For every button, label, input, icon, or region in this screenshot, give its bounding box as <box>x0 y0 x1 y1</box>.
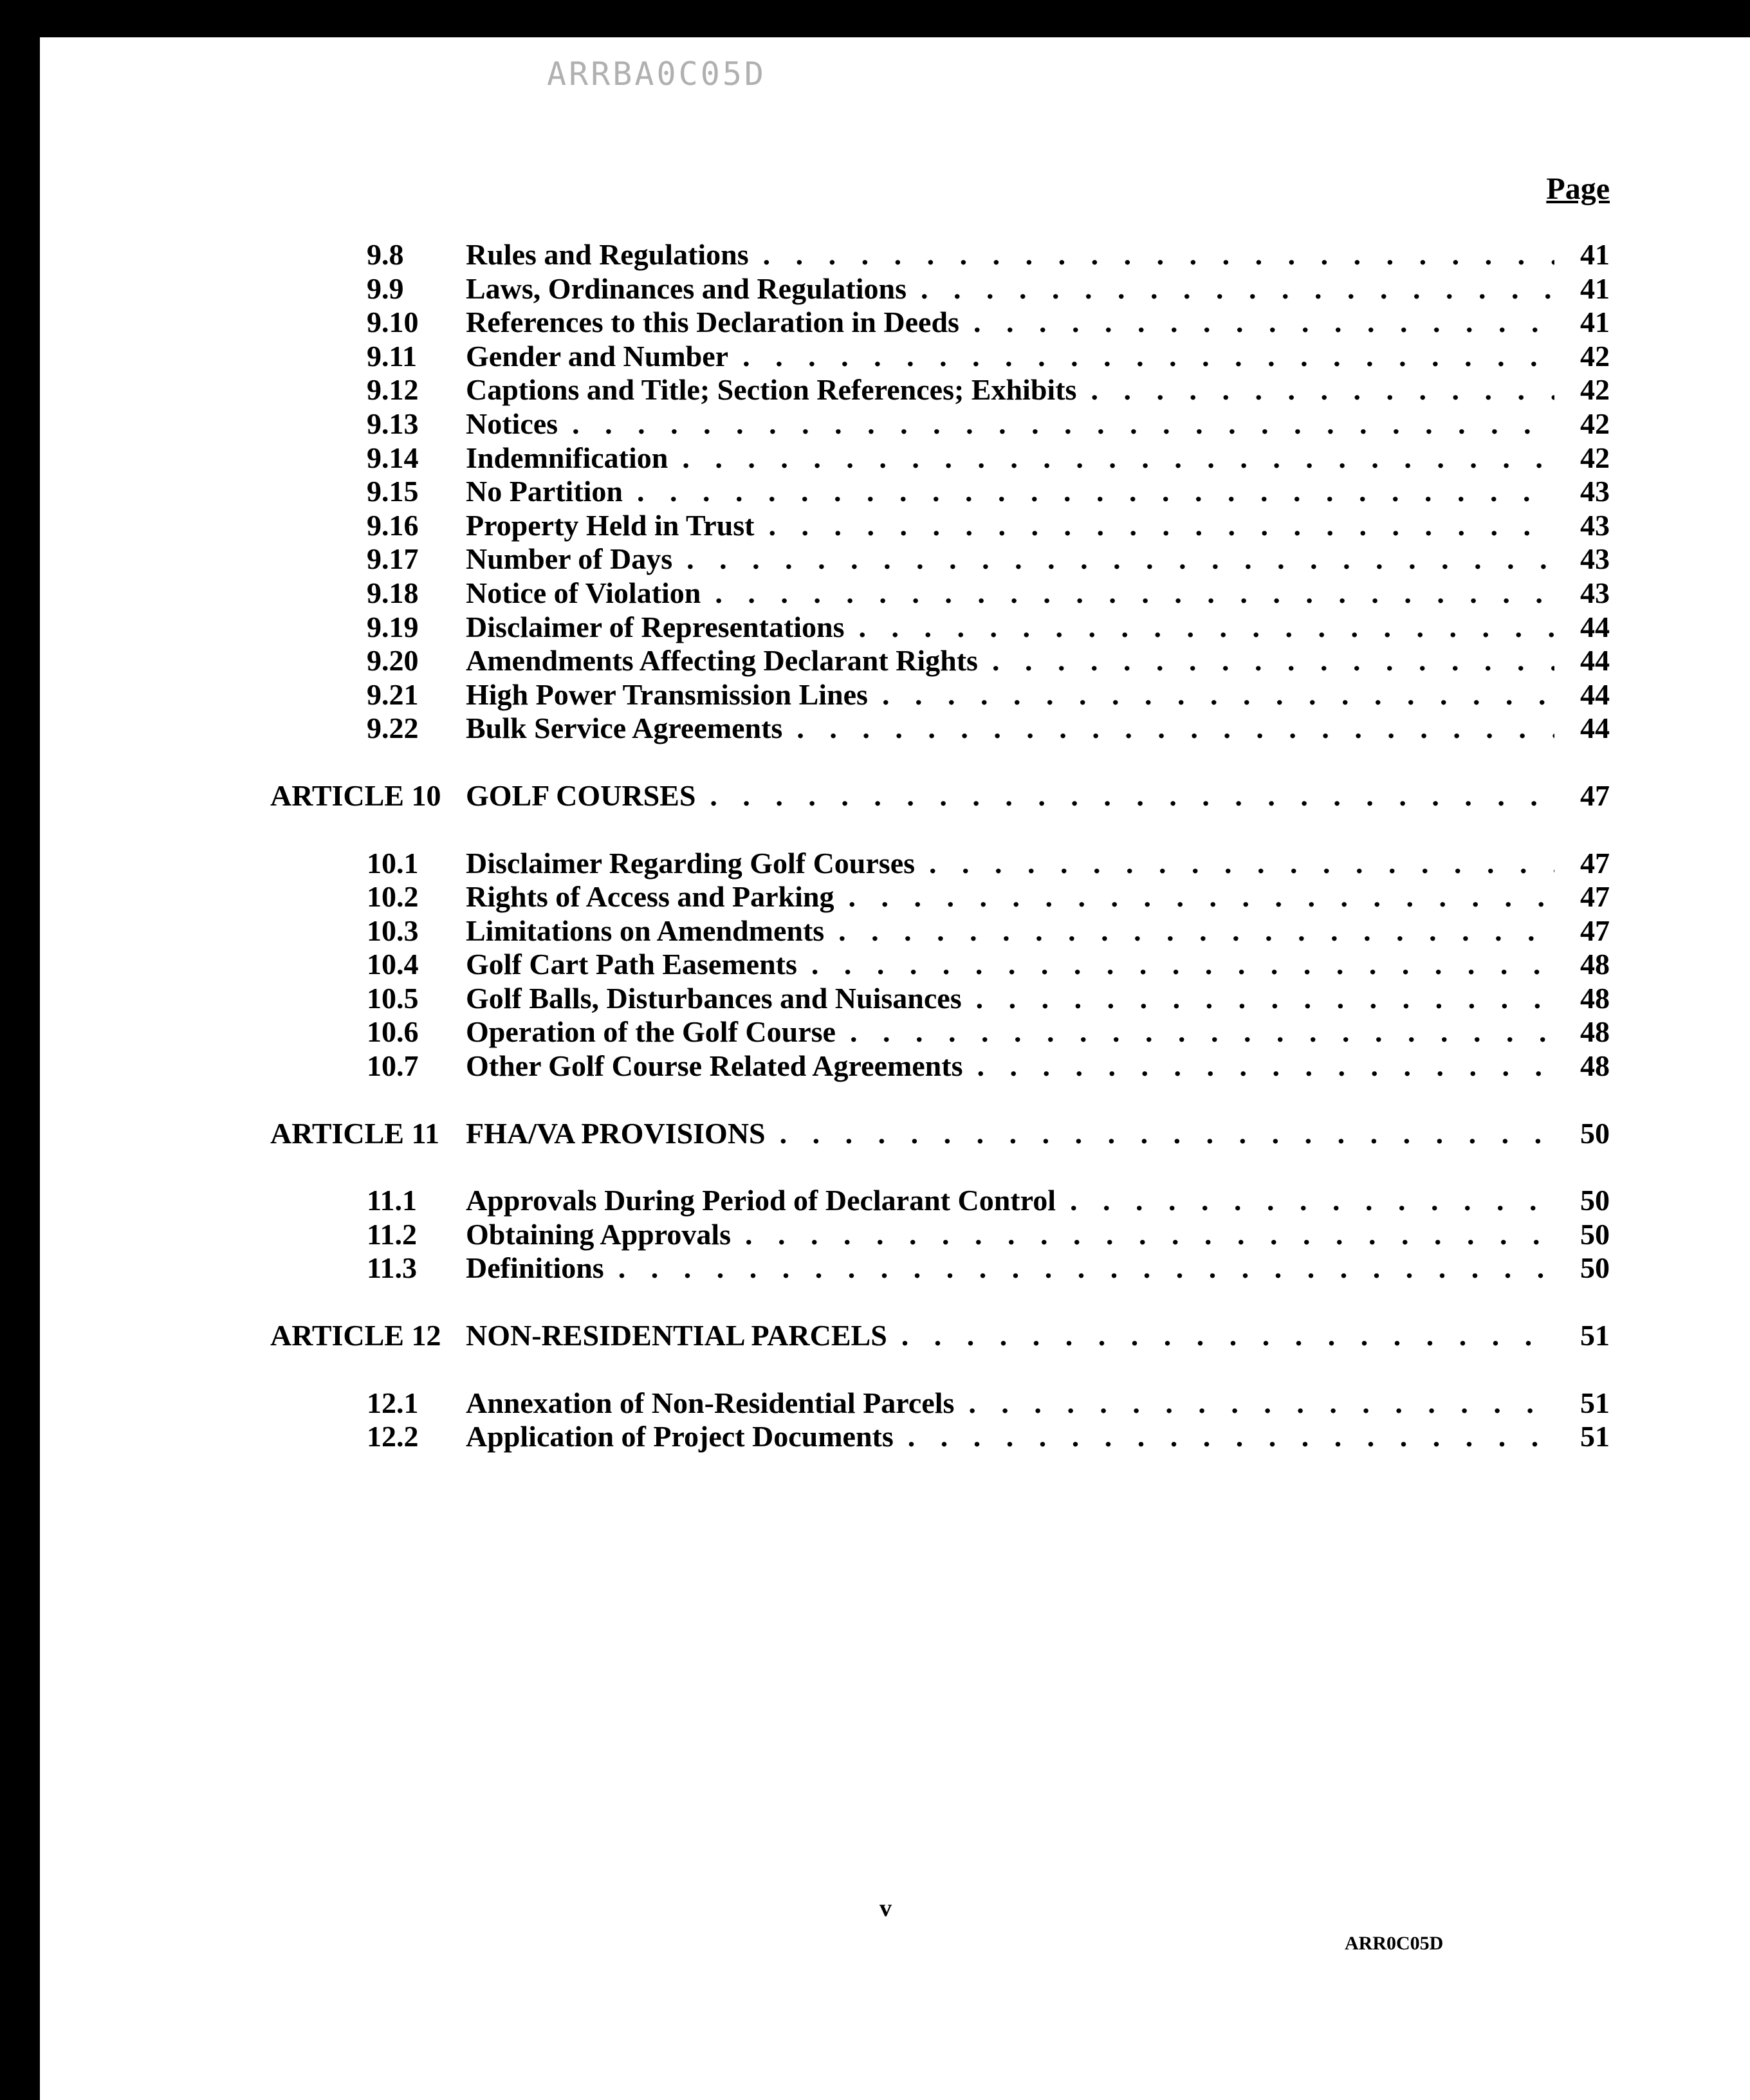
toc-entry-row <box>40 407 1750 441</box>
section-title: Laws, Ordinances and Regulations <box>466 272 907 305</box>
section-number: 9.13 <box>367 407 419 440</box>
section-number: 10.4 <box>367 948 419 981</box>
document-page <box>40 37 1750 2100</box>
section-number: 10.3 <box>367 914 419 947</box>
dot-leader <box>882 678 1554 712</box>
dot-leader <box>838 914 1554 948</box>
dot-leader <box>848 880 1554 914</box>
section-number: 9.18 <box>367 576 419 609</box>
section-title: Limitations on Amendments <box>466 914 825 947</box>
toc-title-line <box>466 611 1610 644</box>
toc-entry-row <box>40 373 1750 407</box>
toc-title-line <box>466 1218 1610 1251</box>
dot-leader <box>797 712 1554 745</box>
toc-title-line <box>466 272 1610 306</box>
section-number: 9.15 <box>367 475 419 508</box>
page-reference: 43 <box>1580 542 1610 576</box>
page-reference: 48 <box>1580 981 1610 1015</box>
page-reference: 51 <box>1580 1386 1610 1419</box>
article-number: ARTICLE 12 <box>270 1319 441 1352</box>
section-number: 11.2 <box>367 1217 417 1251</box>
dot-leader <box>973 306 1554 339</box>
toc-entry-row <box>40 914 1750 948</box>
section-title: Bulk Service Agreements <box>466 712 783 745</box>
section-number: 10.7 <box>367 1049 419 1083</box>
section-title: Gender and Number <box>466 339 729 373</box>
toc-entry-row <box>40 1218 1750 1252</box>
toc-title-line <box>466 847 1610 880</box>
section-number: 10.2 <box>367 880 419 914</box>
section-title: Property Held in Trust <box>466 508 755 542</box>
section-title: High Power Transmission Lines <box>466 677 868 711</box>
section-number: 12.1 <box>367 1386 419 1419</box>
article-title: NON-RESIDENTIAL PARCELS <box>466 1319 887 1352</box>
section-title: Application of Project Documents <box>466 1420 894 1453</box>
section-number: 12.2 <box>367 1420 419 1453</box>
page-reference: 43 <box>1580 475 1610 508</box>
page-reference: 42 <box>1580 373 1610 407</box>
section-number: 9.12 <box>367 373 419 407</box>
toc-entry-row <box>40 1386 1750 1421</box>
spacer <box>40 1285 1750 1319</box>
section-number: 9.19 <box>367 610 419 643</box>
page-reference: 48 <box>1580 948 1610 981</box>
toc-entry-row <box>40 272 1750 306</box>
section-number: 11.3 <box>367 1251 417 1285</box>
toc-title-line <box>466 1049 1610 1083</box>
section-number: 9.20 <box>367 644 419 677</box>
toc-entry-row <box>40 948 1750 982</box>
dot-leader <box>992 644 1554 677</box>
dot-leader <box>742 340 1554 373</box>
page-reference: 47 <box>1580 778 1610 812</box>
page-reference: 50 <box>1580 1116 1610 1150</box>
section-title: Notice of Violation <box>466 576 701 609</box>
page-reference: 42 <box>1580 441 1610 474</box>
dot-leader <box>572 407 1554 441</box>
section-number: 9.16 <box>367 508 419 542</box>
section-title: Rules and Regulations <box>466 238 749 271</box>
article-title: FHA/VA PROVISIONS <box>466 1116 766 1150</box>
section-title: Annexation of Non-Residential Parcels <box>466 1386 955 1419</box>
section-title: Approvals During Period of Declarant Control <box>466 1184 1056 1217</box>
section-title: Amendments Affecting Declarant Rights <box>466 644 978 677</box>
dot-leader <box>637 475 1554 508</box>
article-number: ARTICLE 11 <box>270 1116 439 1150</box>
dot-leader <box>710 779 1554 813</box>
toc-entry-row <box>40 982 1750 1016</box>
toc-title-line <box>466 407 1610 441</box>
toc-title-line <box>466 1015 1610 1049</box>
page-reference: 43 <box>1580 508 1610 542</box>
page-reference: 41 <box>1580 238 1610 271</box>
spacer <box>40 1150 1750 1184</box>
spacer <box>40 813 1750 847</box>
toc-entry-row <box>40 475 1750 509</box>
dot-leader <box>763 238 1554 272</box>
article-number: ARTICLE 10 <box>270 778 441 812</box>
dot-leader <box>968 1386 1554 1420</box>
page-reference: 50 <box>1580 1184 1610 1217</box>
toc-title-line <box>466 509 1610 542</box>
toc-title-line <box>466 712 1610 745</box>
page-reference: 48 <box>1580 1015 1610 1049</box>
toc-entry-row <box>40 306 1750 340</box>
page-reference: 51 <box>1580 1319 1610 1352</box>
dot-leader <box>745 1218 1554 1251</box>
toc-title-line <box>466 1386 1610 1420</box>
toc-title-line <box>466 441 1610 475</box>
page-reference: 41 <box>1580 272 1610 305</box>
page-reference: 42 <box>1580 407 1610 440</box>
toc-title-line <box>466 880 1610 914</box>
toc-title-line <box>466 542 1610 576</box>
page-reference: 44 <box>1580 712 1610 745</box>
section-title: Golf Balls, Disturbances and Nuisances <box>466 981 962 1015</box>
page-reference: 51 <box>1580 1420 1610 1453</box>
section-title: Golf Cart Path Easements <box>466 948 797 981</box>
toc-entry-row <box>40 1049 1750 1083</box>
page-reference: 50 <box>1580 1251 1610 1285</box>
spacer <box>40 746 1750 779</box>
dot-leader <box>859 611 1554 644</box>
dot-leader <box>901 1319 1554 1352</box>
dot-leader <box>1070 1184 1554 1217</box>
dot-leader <box>908 1420 1554 1453</box>
page-reference: 48 <box>1580 1049 1610 1083</box>
spacer <box>40 1083 1750 1117</box>
section-number: 9.21 <box>367 677 419 711</box>
toc-title-line <box>466 644 1610 677</box>
section-title: Operation of the Golf Course <box>466 1015 836 1049</box>
page-column-heading: Page <box>1546 172 1610 206</box>
toc-entry-row <box>40 576 1750 611</box>
dot-leader <box>850 1015 1554 1049</box>
bates-stamp: ARRBA0C05D <box>547 55 767 93</box>
section-title: No Partition <box>466 475 623 508</box>
section-title: Obtaining Approvals <box>466 1217 732 1251</box>
toc-entry-row <box>40 644 1750 678</box>
toc-article-row <box>40 779 1750 813</box>
section-title: Disclaimer of Representations <box>466 610 845 643</box>
page-reference: 47 <box>1580 880 1610 914</box>
dot-leader <box>976 982 1554 1015</box>
dot-leader <box>715 576 1554 610</box>
dot-leader <box>977 1049 1554 1083</box>
page-reference: 44 <box>1580 644 1610 677</box>
page-reference: 42 <box>1580 339 1610 373</box>
section-number: 10.1 <box>367 846 419 880</box>
dot-leader <box>921 272 1554 306</box>
toc-title-line <box>466 340 1610 373</box>
section-title: Notices <box>466 407 558 440</box>
dot-leader <box>686 542 1554 576</box>
toc-title-line <box>466 238 1610 272</box>
dot-leader <box>1091 373 1554 407</box>
dot-leader <box>769 509 1555 542</box>
toc-entry-row <box>40 1015 1750 1049</box>
section-number: 9.9 <box>367 272 404 305</box>
toc-entry-row <box>40 880 1750 914</box>
toc-title-line <box>466 779 1610 813</box>
toc-entry-row <box>40 1420 1750 1454</box>
toc-title-line <box>466 982 1610 1015</box>
page-number: v <box>880 1895 892 1922</box>
section-title: Rights of Access and Parking <box>466 880 834 914</box>
section-number: 9.17 <box>367 542 419 576</box>
toc-entry-row <box>40 847 1750 881</box>
dot-leader <box>618 1251 1554 1285</box>
toc-title-line <box>466 678 1610 712</box>
section-number: 11.1 <box>367 1184 417 1217</box>
section-title: Disclaimer Regarding Golf Courses <box>466 846 916 880</box>
page-reference: 44 <box>1580 677 1610 711</box>
page-reference: 44 <box>1580 610 1610 643</box>
section-number: 9.11 <box>367 339 417 373</box>
dot-leader <box>682 441 1554 475</box>
toc-title-line <box>466 1117 1610 1150</box>
dot-leader <box>780 1117 1554 1150</box>
section-number: 9.22 <box>367 712 419 745</box>
toc-title-line <box>466 1251 1610 1285</box>
spacer <box>40 1353 1750 1386</box>
section-title: Captions and Title; Section References; Exhibits <box>466 373 1077 407</box>
toc-title-line <box>466 1184 1610 1217</box>
section-title: Other Golf Course Related Agreements <box>466 1049 963 1083</box>
toc-entry-row <box>40 1184 1750 1218</box>
toc-entry-row <box>40 542 1750 576</box>
toc-entry-row <box>40 509 1750 543</box>
section-title: References to this Declaration in Deeds <box>466 306 959 339</box>
toc-entry-row <box>40 340 1750 374</box>
section-number: 9.8 <box>367 238 404 271</box>
toc-entry-row <box>40 611 1750 645</box>
toc-article-row <box>40 1117 1750 1151</box>
toc-entry-row <box>40 712 1750 746</box>
section-title: Definitions <box>466 1251 604 1285</box>
toc-entry-row <box>40 441 1750 475</box>
toc-entry-row <box>40 678 1750 712</box>
dot-leader <box>929 847 1554 880</box>
toc-title-line <box>466 914 1610 948</box>
toc-title-line <box>466 1420 1610 1453</box>
table-of-contents <box>40 238 1750 1454</box>
section-title: Indemnification <box>466 441 668 474</box>
article-title: GOLF COURSES <box>466 778 696 812</box>
dot-leader <box>811 948 1554 981</box>
page-reference: 43 <box>1580 576 1610 609</box>
section-number: 9.14 <box>367 441 419 474</box>
document-code: ARR0C05D <box>1345 1933 1444 1954</box>
section-number: 9.10 <box>367 306 419 339</box>
page-reference: 47 <box>1580 846 1610 880</box>
toc-title-line <box>466 306 1610 339</box>
toc-title-line <box>466 475 1610 508</box>
toc-title-line <box>466 1319 1610 1352</box>
page-reference: 50 <box>1580 1217 1610 1251</box>
page-reference: 47 <box>1580 914 1610 947</box>
toc-entry-row <box>40 238 1750 272</box>
toc-article-row <box>40 1319 1750 1353</box>
toc-title-line <box>466 373 1610 407</box>
toc-title-line <box>466 948 1610 981</box>
section-number: 10.6 <box>367 1015 419 1049</box>
section-title: Number of Days <box>466 542 673 576</box>
page-reference: 41 <box>1580 306 1610 339</box>
toc-title-line <box>466 576 1610 610</box>
toc-entry-row <box>40 1251 1750 1285</box>
section-number: 10.5 <box>367 981 419 1015</box>
